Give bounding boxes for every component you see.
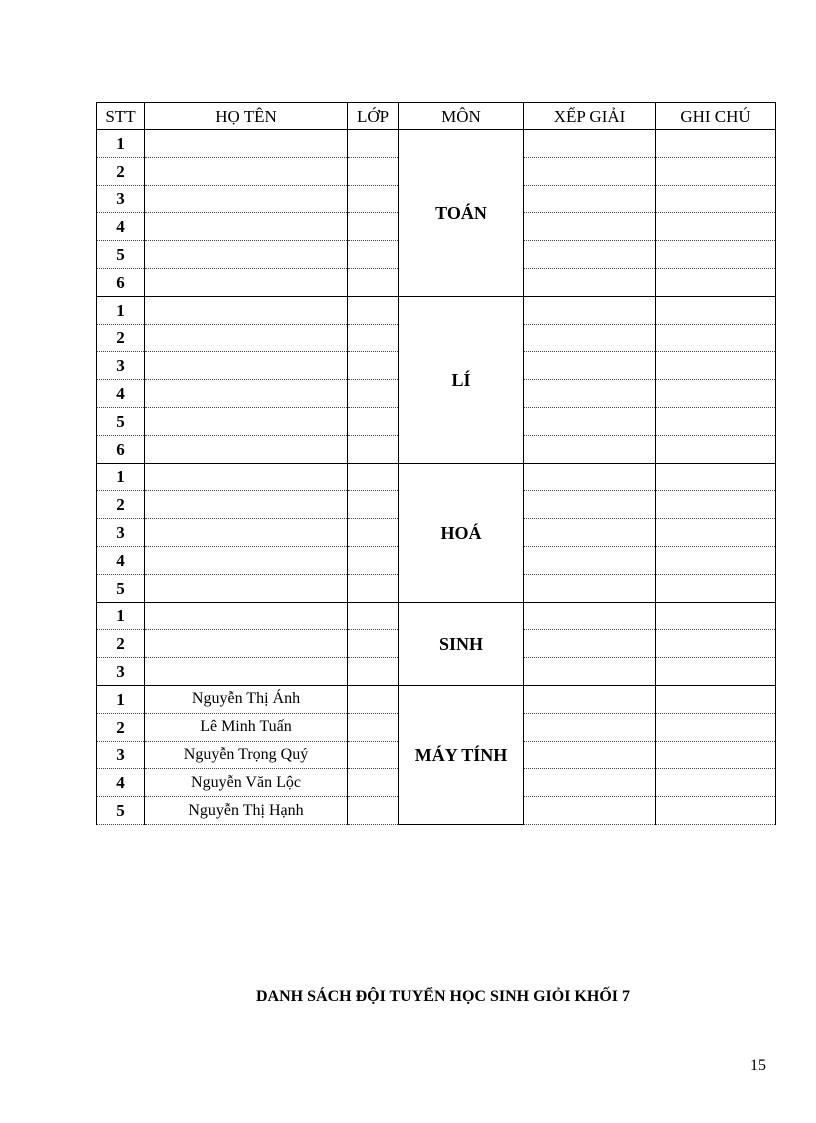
cell-name: [145, 630, 348, 658]
cell-award: [524, 268, 656, 296]
cell-name: [145, 213, 348, 241]
cell-note: [656, 658, 776, 686]
cell-award: [524, 658, 656, 686]
cell-stt: 5: [97, 574, 145, 602]
cell-note: [656, 407, 776, 435]
cell-class: [348, 797, 399, 825]
cell-stt: 3: [97, 658, 145, 686]
cell-note: [656, 546, 776, 574]
cell-name: Nguyễn Trọng Quý: [145, 741, 348, 769]
cell-note: [656, 741, 776, 769]
cell-name: [145, 435, 348, 463]
cell-stt: 5: [97, 241, 145, 269]
cell-class: [348, 685, 399, 713]
cell-stt: 4: [97, 380, 145, 408]
cell-award: [524, 602, 656, 630]
table-row: [97, 463, 776, 491]
cell-award: [524, 574, 656, 602]
cell-stt: 6: [97, 435, 145, 463]
cell-award: [524, 185, 656, 213]
cell-stt: 1: [97, 602, 145, 630]
cell-class: [348, 157, 399, 185]
cell-note: [656, 435, 776, 463]
cell-note: [656, 574, 776, 602]
cell-class: [348, 519, 399, 547]
cell-name: [145, 574, 348, 602]
cell-note: [656, 713, 776, 741]
table-row: [97, 296, 776, 324]
cell-name: [145, 380, 348, 408]
cell-award: [524, 157, 656, 185]
cell-award: [524, 463, 656, 491]
cell-name: [145, 352, 348, 380]
document-title: DANH SÁCH ĐỘI TUYỂN HỌC SINH GIỎI KHỐI 7: [256, 988, 630, 1005]
cell-stt: 4: [97, 546, 145, 574]
cell-award: [524, 380, 656, 408]
cell-stt: 1: [97, 296, 145, 324]
cell-name: Nguyễn Thị Ánh: [145, 685, 348, 713]
header-note: GHI CHÚ: [656, 103, 776, 130]
cell-name: [145, 296, 348, 324]
cell-award: [524, 769, 656, 797]
cell-name: [145, 519, 348, 547]
cell-note: [656, 241, 776, 269]
cell-subject: TOÁN: [399, 130, 524, 297]
cell-award: [524, 685, 656, 713]
cell-award: [524, 546, 656, 574]
cell-name: Nguyễn Văn Lộc: [145, 769, 348, 797]
cell-class: [348, 435, 399, 463]
cell-note: [656, 157, 776, 185]
cell-class: [348, 574, 399, 602]
cell-class: [348, 713, 399, 741]
cell-stt: 1: [97, 685, 145, 713]
cell-stt: 6: [97, 268, 145, 296]
cell-stt: 3: [97, 741, 145, 769]
cell-note: [656, 602, 776, 630]
cell-class: [348, 324, 399, 352]
cell-subject: HOÁ: [399, 463, 524, 602]
cell-award: [524, 630, 656, 658]
header-class: LỚP: [348, 103, 399, 130]
header-subject: MÔN: [399, 103, 524, 130]
table-row: [97, 130, 776, 158]
cell-name: [145, 463, 348, 491]
cell-stt: 5: [97, 407, 145, 435]
cell-stt: 3: [97, 352, 145, 380]
cell-name: [145, 130, 348, 158]
cell-award: [524, 296, 656, 324]
cell-name: [145, 658, 348, 686]
cell-name: [145, 324, 348, 352]
cell-note: [656, 185, 776, 213]
cell-name: Nguyễn Thị Hạnh: [145, 797, 348, 825]
cell-award: [524, 407, 656, 435]
cell-name: [145, 157, 348, 185]
cell-class: [348, 268, 399, 296]
cell-name: [145, 185, 348, 213]
cell-award: [524, 241, 656, 269]
cell-name: Lê Minh Tuấn: [145, 713, 348, 741]
cell-class: [348, 213, 399, 241]
cell-award: [524, 324, 656, 352]
cell-class: [348, 463, 399, 491]
cell-class: [348, 658, 399, 686]
cell-class: [348, 630, 399, 658]
cell-note: [656, 380, 776, 408]
cell-note: [656, 324, 776, 352]
cell-note: [656, 268, 776, 296]
cell-stt: 2: [97, 630, 145, 658]
cell-name: [145, 546, 348, 574]
cell-award: [524, 519, 656, 547]
cell-note: [656, 491, 776, 519]
cell-class: [348, 741, 399, 769]
cell-stt: 2: [97, 324, 145, 352]
cell-award: [524, 741, 656, 769]
cell-stt: 4: [97, 769, 145, 797]
cell-note: [656, 213, 776, 241]
header-stt: STT: [97, 103, 145, 130]
header-award: XẾP GIẢI: [524, 103, 656, 130]
cell-award: [524, 491, 656, 519]
cell-stt: 2: [97, 157, 145, 185]
table-header-row: [97, 103, 776, 130]
cell-stt: 3: [97, 519, 145, 547]
cell-stt: 2: [97, 713, 145, 741]
cell-award: [524, 130, 656, 158]
cell-stt: 5: [97, 797, 145, 825]
cell-class: [348, 769, 399, 797]
cell-subject: SINH: [399, 602, 524, 685]
cell-class: [348, 241, 399, 269]
cell-stt: 1: [97, 130, 145, 158]
cell-name: [145, 407, 348, 435]
cell-class: [348, 491, 399, 519]
cell-note: [656, 685, 776, 713]
cell-class: [348, 296, 399, 324]
cell-stt: 3: [97, 185, 145, 213]
cell-note: [656, 797, 776, 825]
cell-note: [656, 630, 776, 658]
cell-subject: LÍ: [399, 296, 524, 463]
cell-award: [524, 713, 656, 741]
cell-name: [145, 241, 348, 269]
student-roster-table: [96, 102, 776, 825]
cell-class: [348, 130, 399, 158]
cell-stt: 4: [97, 213, 145, 241]
cell-note: [656, 519, 776, 547]
cell-name: [145, 268, 348, 296]
cell-award: [524, 213, 656, 241]
cell-class: [348, 380, 399, 408]
cell-award: [524, 797, 656, 825]
cell-name: [145, 491, 348, 519]
cell-class: [348, 352, 399, 380]
cell-note: [656, 296, 776, 324]
cell-name: [145, 602, 348, 630]
header-name: HỌ TÊN: [145, 103, 348, 130]
table-row: [97, 685, 776, 713]
cell-award: [524, 435, 656, 463]
cell-class: [348, 546, 399, 574]
table-body: [97, 130, 776, 825]
cell-note: [656, 463, 776, 491]
cell-note: [656, 769, 776, 797]
cell-subject: MÁY TÍNH: [399, 685, 524, 824]
cell-class: [348, 185, 399, 213]
cell-award: [524, 352, 656, 380]
cell-note: [656, 352, 776, 380]
page-number: 15: [750, 1057, 766, 1074]
cell-class: [348, 407, 399, 435]
cell-stt: 1: [97, 463, 145, 491]
table-row: [97, 602, 776, 630]
cell-class: [348, 602, 399, 630]
cell-note: [656, 130, 776, 158]
cell-stt: 2: [97, 491, 145, 519]
